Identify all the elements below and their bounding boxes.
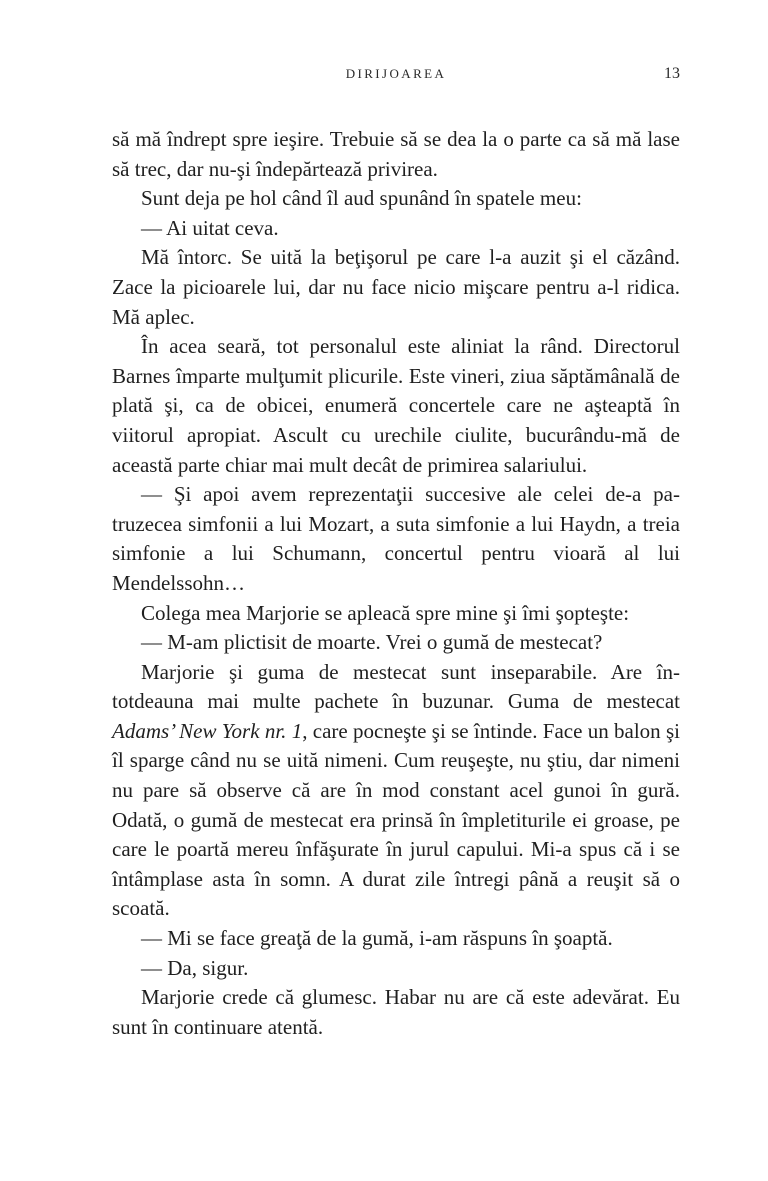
paragraph-1: să mă îndrept spre ieşire. Trebuie să se dea la o parte ca să mă lase să trec, dar nu-şi îndepărtează privirea. xyxy=(112,127,680,181)
paragraph-7: Marjorie crede că glumesc. Habar nu are că este adevărat. Eu sunt în continuare atentă. xyxy=(112,985,680,1039)
paragraph-6 xyxy=(112,658,680,924)
chapter-title: DIRIJOAREA xyxy=(345,66,447,81)
paragraph-6-before: Marjorie şi guma de mestecat sunt inseparabile. Are întotdeauna mai multe pachete în buzunar. Guma de mestecat xyxy=(112,659,680,714)
dialogue-line-3: — M-am plictisit de moarte. Vrei o gumă de mestecat? xyxy=(141,630,603,655)
gum-brand-name: Adams’ New York nr. 1 xyxy=(112,718,303,743)
body-text xyxy=(112,125,680,1042)
paragraph-4: În acea seară, tot personalul este aliniat la rând. Directorul Barnes împarte mulţumit plicurile. Este vineri, ziua săptămânală de plată şi, ca de obicei, enumeră concertele care ne aşteaptă în viitorul apropiat. Ascult cu urechile ciulite, bucurându-mă de această parte chiar mai mult decât de primirea salariului. xyxy=(112,334,680,477)
dialogue-line-2: — Şi apoi avem reprezentaţii succesive ale celei de-a patruzecea simfonii a lui Mozart, a suta simfonie a lui Haydn, a treia simfonie a lui Schumann, concertul pentru vioară al lui Mendelssohn… xyxy=(112,482,680,595)
paragraph-3: Mă întorc. Se uită la beţişorul pe care l-a auzit şi el căzând. Zace la picioarele lui, dar nu face nicio mişcare pentru a-l ridica. Mă aplec. xyxy=(112,245,680,329)
page-number: 13 xyxy=(664,65,680,82)
paragraph-5: Colega mea Marjorie se apleacă spre mine şi îmi şopteşte: xyxy=(141,600,630,625)
dialogue-line-4: — Mi se face greaţă de la gumă, i-am răspuns în şoaptă. xyxy=(141,926,613,951)
running-header xyxy=(112,64,680,88)
paragraph-2: Sunt deja pe hol când îl aud spunând în spatele meu: xyxy=(141,186,582,211)
dialogue-line-1: — Ai uitat ceva. xyxy=(141,215,279,240)
dialogue-line-5: — Da, sigur. xyxy=(141,955,249,980)
paragraph-6-after: , care pocneşte şi se întinde. Face un balon şi îl sparge când nu se uită nimeni. Cum reuşeşte, nu ştiu, dar nimeni nu pare să observe că are în mod constant acel gunoi în gură. Odată, o gumă de mestecat era prinsă în împletiturile ei groase, pe care le poartă mereu înfăşurate în jurul capului. Mi-a spus că i se întâmplase asta în somn. A durat zile întregi până a reuşit să o scoată. xyxy=(112,718,680,921)
